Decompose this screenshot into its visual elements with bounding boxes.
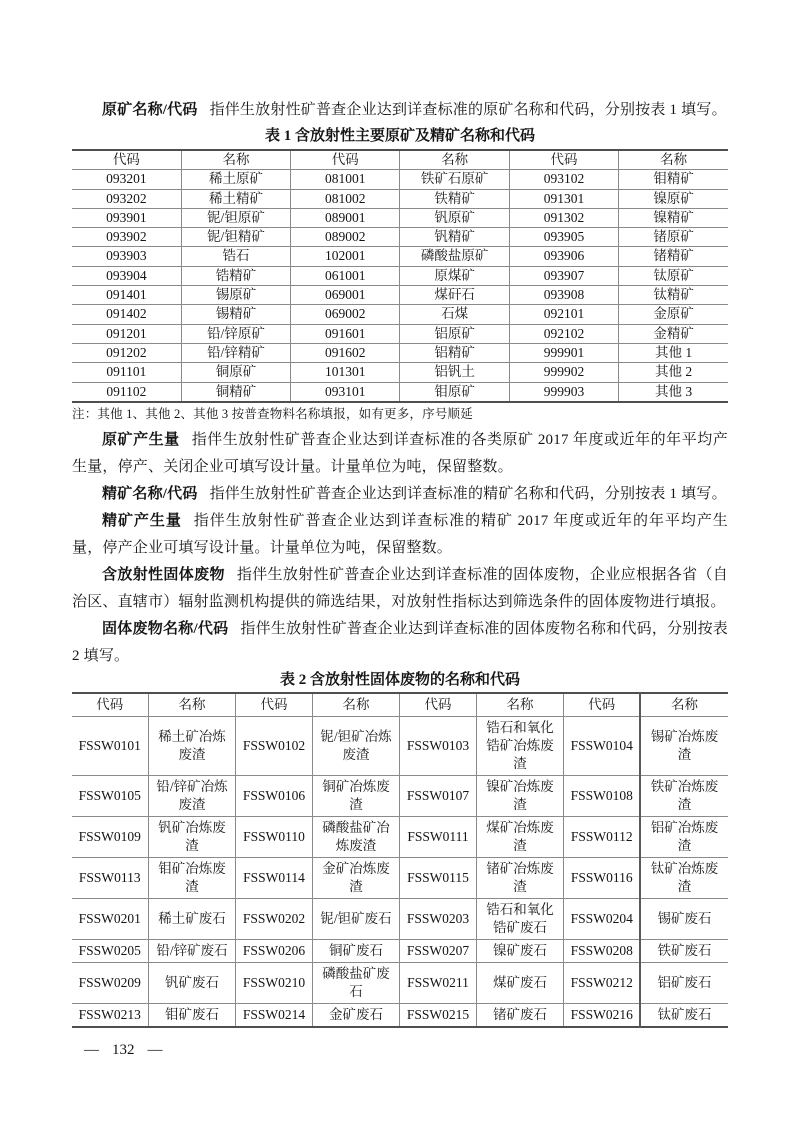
table-cell: 093904 [72, 266, 181, 285]
table-cell: 091302 [509, 208, 618, 227]
table-row [72, 716, 728, 775]
table-cell: 081002 [291, 189, 400, 208]
table-cell: 铅/锌矿冶炼废渣 [148, 775, 236, 816]
table-cell: 锆精矿 [181, 266, 290, 285]
table-cell: FSSW0108 [564, 775, 640, 816]
table-cell: 061001 [291, 266, 400, 285]
table-cell: 锆石和氧化锆矿废石 [476, 898, 564, 939]
table-cell: 091301 [509, 189, 618, 208]
table-cell: 铝矿冶炼废渣 [640, 816, 728, 857]
table-cell: 093903 [72, 247, 181, 266]
table-cell: 稀土原矿 [181, 170, 290, 189]
table-row [72, 286, 728, 305]
table-cell: 稀土矿废石 [148, 898, 236, 939]
table-row [72, 775, 728, 816]
column-header: 代码 [400, 693, 476, 717]
table-cell: FSSW0206 [236, 939, 312, 962]
table-cell: 铁矿冶炼废渣 [640, 775, 728, 816]
table-cell: 其他 1 [619, 343, 728, 362]
table-cell: 铝钒土 [400, 363, 509, 382]
table-solid-waste-codes [72, 692, 728, 1028]
table-cell: 093201 [72, 170, 181, 189]
table-cell: 煤矿冶炼废渣 [476, 816, 564, 857]
column-header: 代码 [236, 693, 312, 717]
table-cell: FSSW0104 [564, 716, 640, 775]
table-cell: 锆石和氧化锆矿冶炼废渣 [476, 716, 564, 775]
table-cell: 其他 3 [619, 382, 728, 402]
table-cell: 磷酸盐原矿 [400, 247, 509, 266]
para-text: 指伴生放射性矿普查企业达到详查标准的原矿名称和代码，分别按表 1 填写。 [209, 102, 727, 118]
table1-header [72, 150, 728, 170]
table1-body [72, 170, 728, 402]
table-cell: 金矿废石 [312, 1003, 400, 1027]
table-cell: 999903 [509, 382, 618, 402]
column-header: 名称 [400, 150, 509, 170]
table-row [72, 266, 728, 285]
table-cell: FSSW0212 [564, 962, 640, 1003]
table-cell: FSSW0116 [564, 857, 640, 898]
table-cell: 锆石 [181, 247, 290, 266]
table-cell: 钒矿冶炼废渣 [148, 816, 236, 857]
table-cell: 092102 [509, 324, 618, 343]
table-cell: 钒矿废石 [148, 962, 236, 1003]
column-header: 代码 [72, 693, 148, 717]
table-cell: FSSW0210 [236, 962, 312, 1003]
table-row [72, 363, 728, 382]
table-cell: FSSW0208 [564, 939, 640, 962]
table-cell: 091102 [72, 382, 181, 402]
table-cell: 铌/钽矿冶炼废渣 [312, 716, 400, 775]
table-cell: 锗精矿 [619, 247, 728, 266]
table-cell: 093901 [72, 208, 181, 227]
column-header: 名称 [476, 693, 564, 717]
table-cell: 钒原矿 [400, 208, 509, 227]
table-cell: 镍矿废石 [476, 939, 564, 962]
table-row [72, 898, 728, 939]
table-cell: 稀土精矿 [181, 189, 290, 208]
table-cell: FSSW0214 [236, 1003, 312, 1027]
table-row [72, 324, 728, 343]
table-row [72, 857, 728, 898]
table-row [72, 208, 728, 227]
table-row [72, 228, 728, 247]
table-cell: 钒精矿 [400, 228, 509, 247]
table-header-row [72, 693, 728, 717]
para-text: 指伴生放射性矿普查企业达到详查标准的各类原矿 2017 年度或近年的年平均产生量，停产、关闭企业可填写设计量。计量单位为吨，保留整数。 [72, 431, 728, 475]
table-row [72, 382, 728, 402]
para-term: 原矿产生量 [102, 431, 180, 448]
table-cell: 089001 [291, 208, 400, 227]
table-cell: 铁矿废石 [640, 939, 728, 962]
table-cell: FSSW0110 [236, 816, 312, 857]
para-term: 含放射性固体废物 [102, 566, 225, 583]
para-radioactive-solid-waste [72, 562, 728, 616]
table-cell: FSSW0112 [564, 816, 640, 857]
table-cell: 铝原矿 [400, 324, 509, 343]
table-row [72, 247, 728, 266]
table-cell: FSSW0106 [236, 775, 312, 816]
table-cell: FSSW0105 [72, 775, 148, 816]
table-cell: 金矿冶炼废渣 [312, 857, 400, 898]
table-cell: 092101 [509, 305, 618, 324]
footer-left-dash: — [84, 1042, 99, 1058]
table2-caption: 表 2 含放射性固体废物的名称和代码 [279, 671, 520, 688]
table-row [72, 305, 728, 324]
table-cell: 锡原矿 [181, 286, 290, 305]
table-cell: FSSW0113 [72, 857, 148, 898]
para-term: 固体废物名称/代码 [102, 620, 229, 637]
table-cell: 锗矿冶炼废渣 [476, 857, 564, 898]
table-cell: 石煤 [400, 305, 509, 324]
table-row [72, 343, 728, 362]
column-header: 代码 [564, 693, 640, 717]
table-row [72, 816, 728, 857]
table-cell: 镍矿冶炼废渣 [476, 775, 564, 816]
table-cell: 089002 [291, 228, 400, 247]
table-cell: FSSW0101 [72, 716, 148, 775]
table-row [72, 939, 728, 962]
column-header: 代码 [291, 150, 400, 170]
page-number: 132 [112, 1042, 135, 1058]
para-text: 指伴生放射性矿普查企业达到详查标准的固体废物，企业应根据各省（自治区、直辖市）辐射监测机构提供的筛选结果，对放射性指标达到筛选条件的固体废物进行填报。 [72, 566, 729, 610]
table-cell: 093907 [509, 266, 618, 285]
table-cell: 091401 [72, 286, 181, 305]
table-cell: FSSW0114 [236, 857, 312, 898]
table-cell: 093908 [509, 286, 618, 305]
table-cell: 铁矿石原矿 [400, 170, 509, 189]
table-cell: 锗矿废石 [476, 1003, 564, 1027]
table-row [72, 189, 728, 208]
table-cell: 999902 [509, 363, 618, 382]
table-cell: 煤矿废石 [476, 962, 564, 1003]
para-concentrate-name-code [72, 481, 728, 508]
para-term: 精矿名称/代码 [102, 485, 198, 502]
table-cell: 091602 [291, 343, 400, 362]
table-cell: 091202 [72, 343, 181, 362]
table-cell: 铜矿废石 [312, 939, 400, 962]
table-cell: FSSW0204 [564, 898, 640, 939]
table-cell: 093902 [72, 228, 181, 247]
table-cell: 091402 [72, 305, 181, 324]
table-cell: 093905 [509, 228, 618, 247]
para-waste-name-code [72, 616, 728, 670]
table-cell: 锡矿冶炼废渣 [640, 716, 728, 775]
table-cell: 锗原矿 [619, 228, 728, 247]
table-cell: 金原矿 [619, 305, 728, 324]
table-cell: 锡精矿 [181, 305, 290, 324]
table-cell: 稀土矿冶炼废渣 [148, 716, 236, 775]
table-cell: 999901 [509, 343, 618, 362]
table-cell: FSSW0205 [72, 939, 148, 962]
table-cell: 069001 [291, 286, 400, 305]
table-cell: FSSW0102 [236, 716, 312, 775]
table-cell: 原煤矿 [400, 266, 509, 285]
table-cell: FSSW0111 [400, 816, 476, 857]
table-ore-codes [72, 149, 728, 403]
table-cell: 101301 [291, 363, 400, 382]
table-cell: 钛精矿 [619, 286, 728, 305]
table1-note: 注：其他 1、其他 2、其他 3 按普查物料名称填报，如有更多，序号顺延 [72, 406, 473, 421]
table-cell: FSSW0213 [72, 1003, 148, 1027]
column-header: 名称 [181, 150, 290, 170]
column-header: 名称 [312, 693, 400, 717]
table-row [72, 170, 728, 189]
column-header: 名称 [148, 693, 236, 717]
table-cell: 铜原矿 [181, 363, 290, 382]
table-cell: FSSW0216 [564, 1003, 640, 1027]
column-header: 名称 [640, 693, 728, 717]
para-ore-output [72, 427, 728, 481]
para-term: 精矿产生量 [102, 512, 182, 529]
table-cell: 钼精矿 [619, 170, 728, 189]
table-cell: 镍精矿 [619, 208, 728, 227]
table-cell: 铌/钽矿废石 [312, 898, 400, 939]
table-cell: FSSW0211 [400, 962, 476, 1003]
table-cell: 093101 [291, 382, 400, 402]
table2-header [72, 693, 728, 717]
table-cell: FSSW0115 [400, 857, 476, 898]
table-cell: 铅/锌精矿 [181, 343, 290, 362]
para-ore-name-code [72, 97, 728, 124]
table-row [72, 962, 728, 1003]
table-row [72, 1003, 728, 1027]
table-cell: 铝精矿 [400, 343, 509, 362]
table-cell: 铜矿冶炼废渣 [312, 775, 400, 816]
table-cell: FSSW0103 [400, 716, 476, 775]
table-cell: 091601 [291, 324, 400, 343]
table-cell: 钼原矿 [400, 382, 509, 402]
table-cell: 磷酸盐矿冶炼废渣 [312, 816, 400, 857]
column-header: 代码 [509, 150, 618, 170]
table-cell: 093202 [72, 189, 181, 208]
table-cell: 铜精矿 [181, 382, 290, 402]
table-cell: 镍原矿 [619, 189, 728, 208]
table-cell: 锡矿废石 [640, 898, 728, 939]
table-cell: 钛原矿 [619, 266, 728, 285]
table-cell: 铌/钽原矿 [181, 208, 290, 227]
table-cell: FSSW0203 [400, 898, 476, 939]
table-cell: FSSW0107 [400, 775, 476, 816]
table-header-row [72, 150, 728, 170]
table-cell: 093906 [509, 247, 618, 266]
table-cell: 091101 [72, 363, 181, 382]
table-cell: FSSW0201 [72, 898, 148, 939]
para-text: 指伴生放射性矿普查企业达到详查标准的精矿 2017 年度或近年的年平均产生量，停产企业可填写设计量。计量单位为吨，保留整数。 [72, 512, 728, 556]
table-cell: 102001 [291, 247, 400, 266]
column-header: 代码 [72, 150, 181, 170]
table-cell: 铁精矿 [400, 189, 509, 208]
table-cell: 钛矿废石 [640, 1003, 728, 1027]
table-cell: FSSW0109 [72, 816, 148, 857]
footer-right-dash: — [147, 1042, 163, 1058]
table-cell: 钼矿冶炼废渣 [148, 857, 236, 898]
table-cell: 091201 [72, 324, 181, 343]
table-cell: 钛矿冶炼废渣 [640, 857, 728, 898]
para-term: 原矿名称/代码 [102, 102, 198, 118]
para-concentrate-output [72, 508, 728, 562]
para-text: 指伴生放射性矿普查企业达到详查标准的固体废物名称和代码，分别按表 2 填写。 [72, 620, 729, 664]
table-cell: 铅/锌原矿 [181, 324, 290, 343]
table-cell: 钼矿废石 [148, 1003, 236, 1027]
table-cell: 081001 [291, 170, 400, 189]
table-cell: 093102 [509, 170, 618, 189]
table-cell: FSSW0207 [400, 939, 476, 962]
para-text: 指伴生放射性矿普查企业达到详查标准的精矿名称和代码，分别按表 1 填写。 [209, 485, 727, 502]
table-cell: FSSW0202 [236, 898, 312, 939]
column-header: 名称 [619, 150, 728, 170]
table1-caption: 表 1 含放射性主要原矿及精矿名称和代码 [264, 128, 535, 144]
table-cell: 煤矸石 [400, 286, 509, 305]
table2-body [72, 716, 728, 1027]
table-cell: 铝矿废石 [640, 962, 728, 1003]
table-cell: FSSW0215 [400, 1003, 476, 1027]
table-cell: 金精矿 [619, 324, 728, 343]
table-cell: 铌/钽精矿 [181, 228, 290, 247]
table-cell: FSSW0209 [72, 962, 148, 1003]
page-footer [84, 1042, 163, 1059]
table-cell: 铅/锌矿废石 [148, 939, 236, 962]
table-cell: 磷酸盐矿废石 [312, 962, 400, 1003]
table-cell: 069002 [291, 305, 400, 324]
table-cell: 其他 2 [619, 363, 728, 382]
